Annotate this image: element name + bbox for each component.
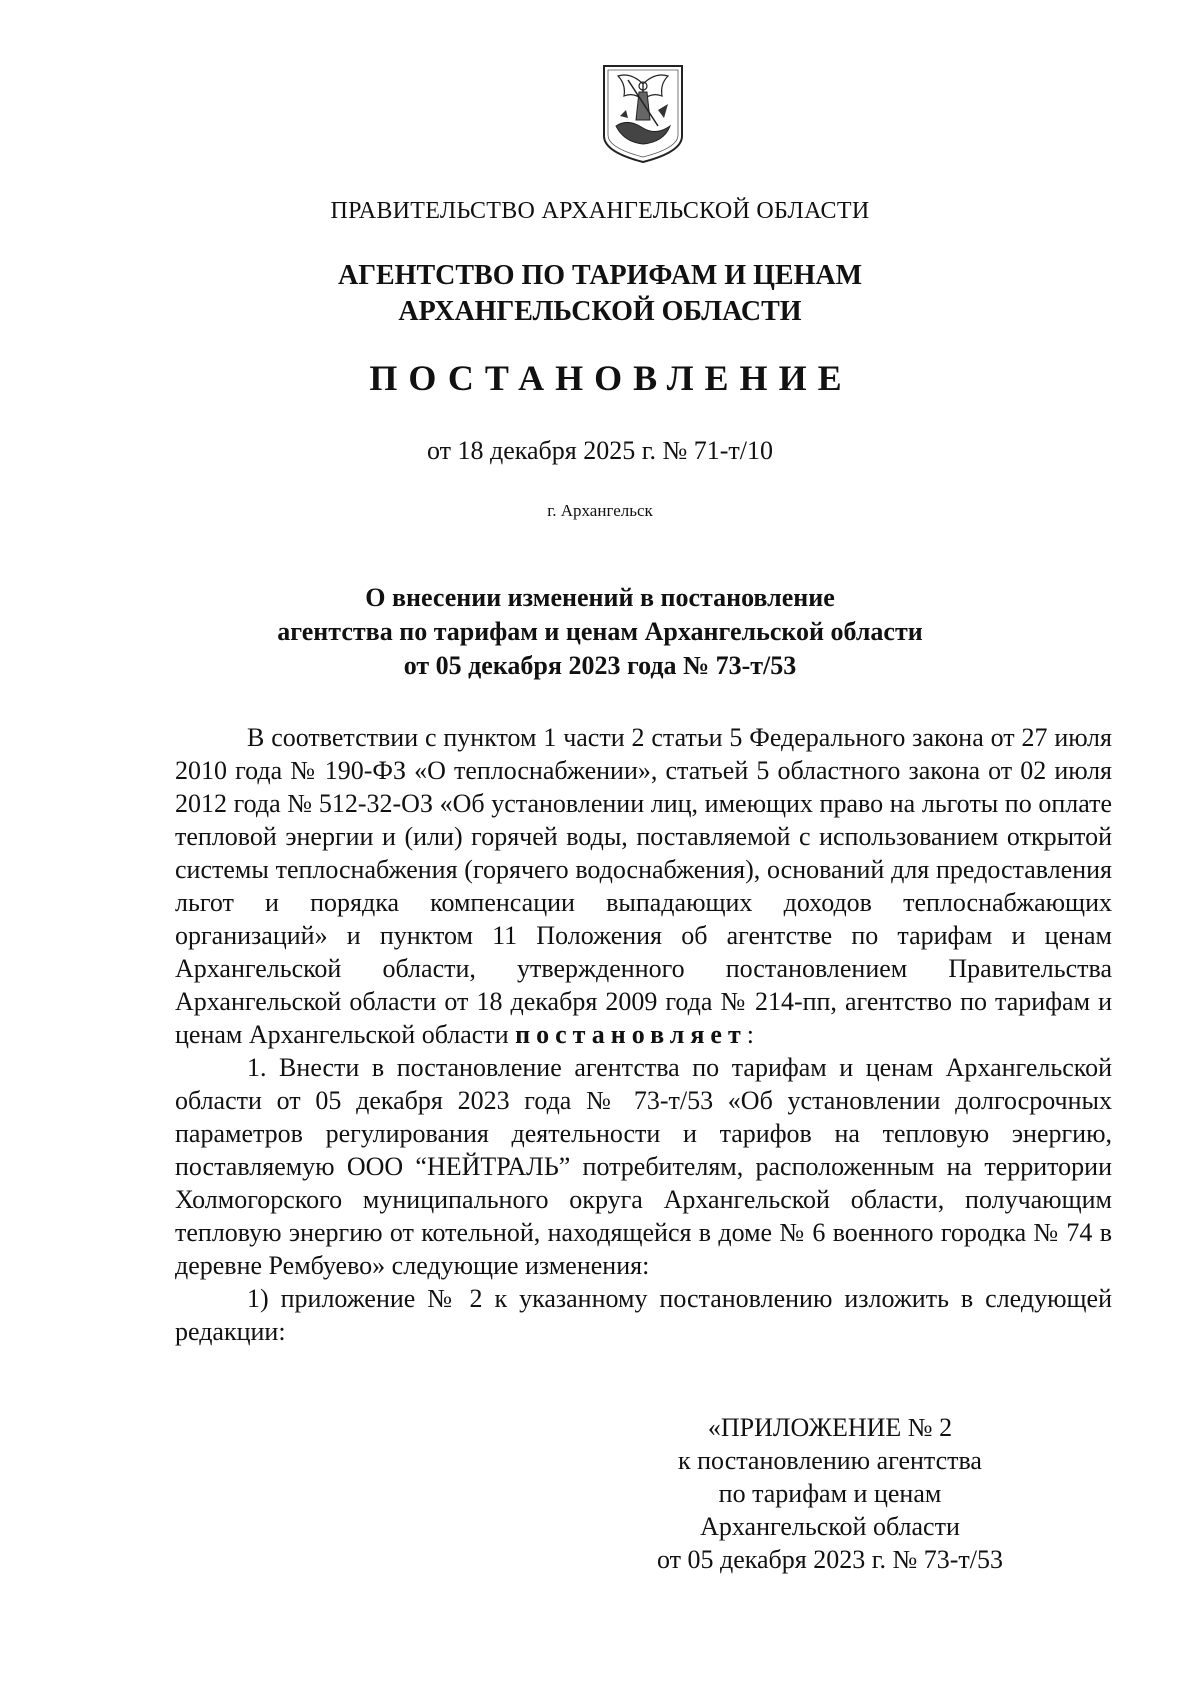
agency-heading (0, 258, 1200, 330)
appendix-line5: от 05 декабря 2023 г. № 73-т/53 (656, 1545, 1004, 1574)
appendix-line4: Архангельской области (700, 1512, 960, 1541)
document-body (175, 721, 1112, 1348)
government-heading: ПРАВИТЕЛЬСТВО АРХАНГЕЛЬСКОЙ ОБЛАСТИ (330, 198, 870, 224)
appendix-line1: «ПРИЛОЖЕНИЕ № 2 (707, 1413, 953, 1442)
resolves-word: постановляет (515, 1020, 747, 1049)
subject-line1: О внесении изменений в постановление (365, 583, 835, 612)
agency-heading-line2: АРХАНГЕЛЬСКОЙ ОБЛАСТИ (398, 296, 802, 327)
document-date-number: от 18 декабря 2025 г. № 71-т/10 (426, 436, 774, 465)
document-city: г. Архангельск (547, 501, 653, 520)
item1-paragraph: 1. Внести в постановление агентства по тарифам и ценам Архангельской области от 05 декабря 2023 года № 73-т/53 «Об установлении долгосрочных параметров регулирования деятельности и тарифов на тепловую энергию, поставляемую ООО “НЕЙТРАЛЬ” потребителям, расположенным на территории Холмогорского муниципального округа Архангельской области, получающим тепловую энергию от котельной, находящейся в доме № 6 военного городка № 74 в деревне Рембуево» следующие изменения: (175, 1053, 1112, 1280)
agency-heading-line1: АГЕНТСТВО ПО ТАРИФАМ И ЦЕНАМ (337, 260, 863, 291)
document-type-title: ПОСТАНОВЛЕНИЕ (369, 358, 853, 398)
subject-line3: от 05 декабря 2023 года № 73-т/53 (403, 651, 797, 680)
subitem1-paragraph: 1) приложение № 2 к указанному постановлению изложить в следующей редакции: (175, 1284, 1112, 1346)
preamble-paragraph (175, 721, 1112, 1051)
arkhangelsk-coat-of-arms-icon (598, 62, 688, 164)
preamble-text: В соответствии с пунктом 1 части 2 статьи 5 Федерального закона от 27 июля 2010 года № 190-ФЗ «О теплоснабжении», статьей 5 областного закона от 02 июля 2012 года № 512-32-ОЗ «Об установлении лиц, имеющих право на льготы по оплате тепловой энергии и (или) горячей воды, поставляемой с использованием открытой системы теплоснабжения (горячего водоснабжения), оснований для предоставления льгот и порядка компенсации выпадающих доходов теплоснабжающих организаций» и пунктом 11 Положения об агентстве по тарифам и ценам Архангельской области, утвержденного постановлением Правительства Архангельской области от 18 декабря 2009 года № 214-пп, агентство по тарифам и ценам Архангельской области (175, 723, 1112, 1049)
resolves-tail: : (746, 1020, 754, 1049)
subject-line2: агентства по тарифам и ценам Архангельской области (277, 617, 923, 646)
appendix-header (600, 1411, 1060, 1576)
appendix-line2: к постановлению агентства (678, 1446, 982, 1475)
appendix-line3: по тарифам и ценам (718, 1479, 942, 1508)
document-subject (0, 581, 1200, 683)
